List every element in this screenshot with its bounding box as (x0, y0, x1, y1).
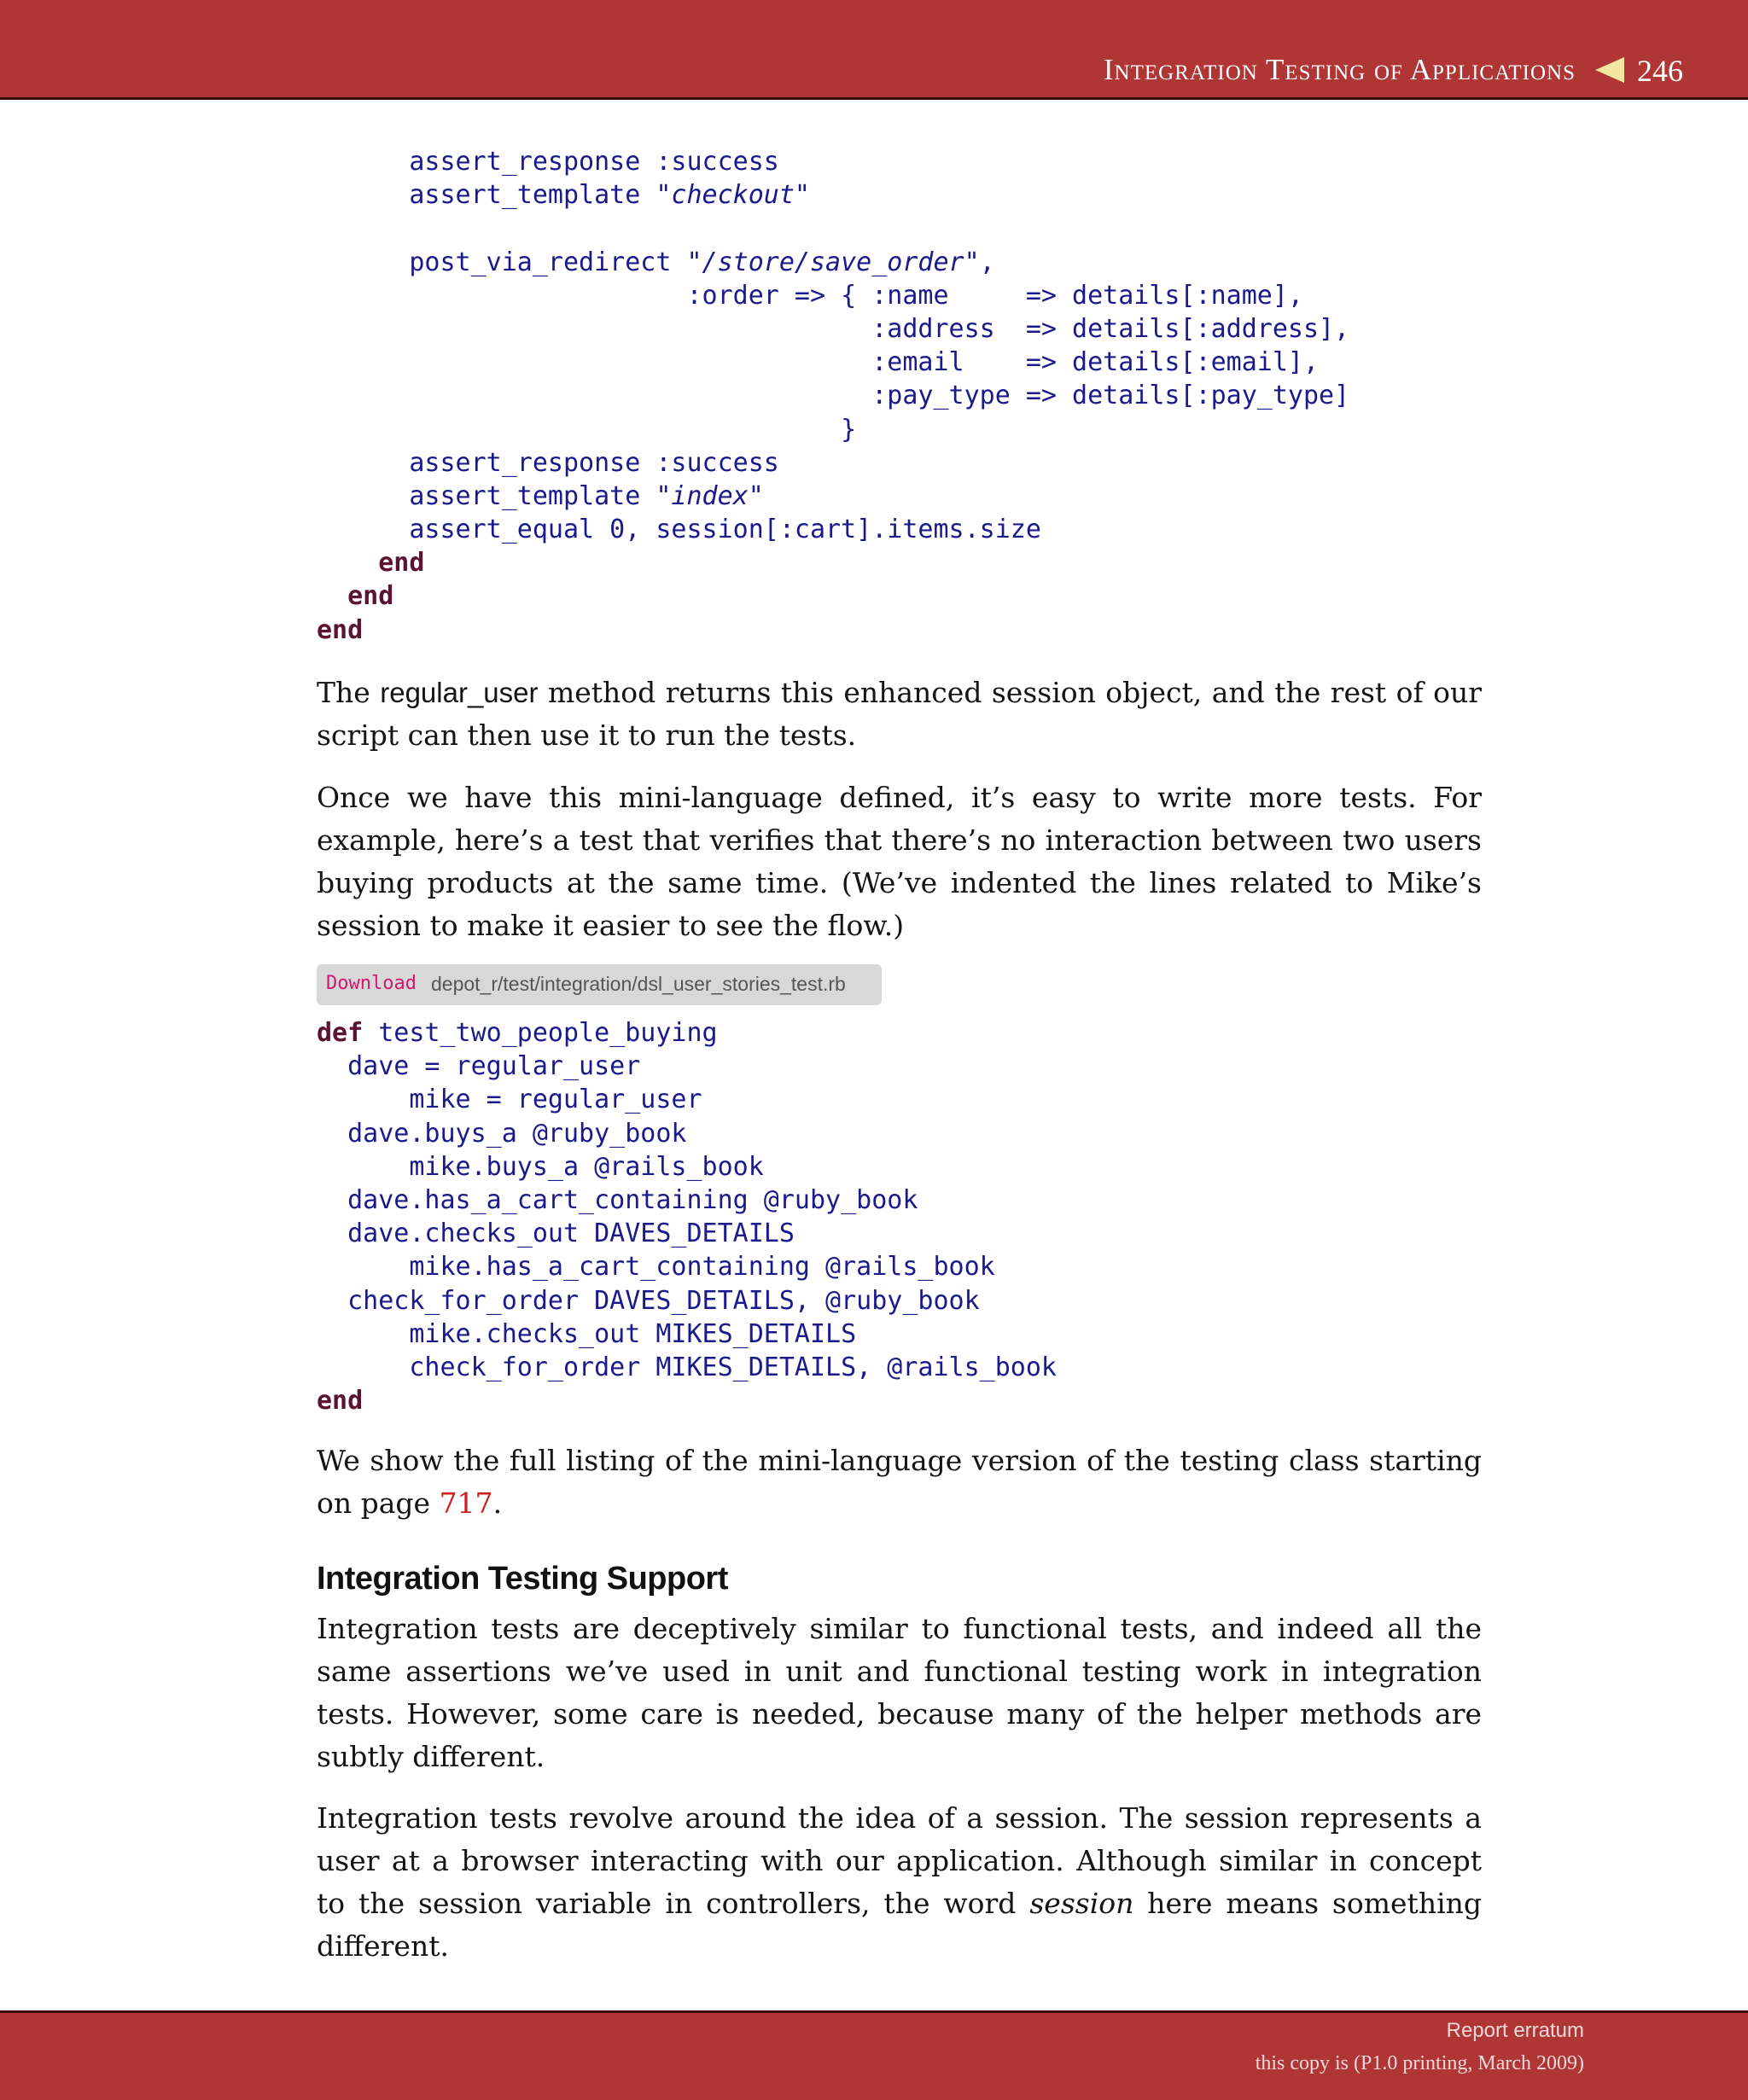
code-listing-checkout (317, 145, 1349, 647)
paragraph-session (317, 1797, 1482, 1968)
code-token (317, 548, 378, 578)
code-line (317, 1150, 1057, 1184)
paragraph-text: Integration tests revolve around the idea of a session. The session represents a user at a browser interacting with our application. Although similar in concept to the session variable in controllers, the word (317, 1801, 1482, 1920)
code-line (317, 346, 1349, 379)
paragraph-integration-tests: Integration tests are deceptively similar to functional tests, and indeed all the same assertions we’ve used in unit and functional testing work in integration tests. However, some care is needed, because many of the helper methods are subtly different. (317, 1612, 1482, 1773)
code-token: , (979, 247, 995, 277)
code-line (317, 279, 1349, 312)
code-line (317, 513, 1349, 546)
code-line (317, 546, 1349, 579)
code-token: mike.checks_out MIKES_DETAILS (317, 1318, 857, 1349)
code-keyword: end (347, 581, 394, 612)
code-token: :pay_type => details[:pay_type] (317, 381, 1350, 411)
code-line (317, 246, 1349, 279)
code-keyword: def (317, 1018, 364, 1048)
paragraph-text: . (492, 1486, 503, 1520)
code-line (317, 1250, 1057, 1283)
code-token: assert_equal 0, session[:cart].items.size (317, 515, 1041, 545)
code-line (317, 1050, 1057, 1083)
code-line (317, 312, 1349, 346)
code-token: check_for_order DAVES_DETAILS, @ruby_book (317, 1285, 980, 1316)
paragraph-full-listing (317, 1440, 1482, 1525)
paragraph-mini-language: Once we have this mini-language defined, it’s easy to write more tests. For example, here’s a test that verifies that there’s no interaction between two users buying products at the same time. (We’ve indented the lines related to Mike’s session to make it easier to see the flow.) (317, 781, 1482, 942)
code-token: mike = regular_user (317, 1085, 702, 1115)
code-line (317, 1384, 1057, 1417)
code-token: dave.buys_a @ruby_book (317, 1118, 687, 1149)
code-token: mike.buys_a @rails_book (317, 1151, 764, 1182)
download-link[interactable] (317, 964, 882, 1005)
code-token: assert_response :success (317, 447, 779, 478)
inline-code-word: regular_user (380, 677, 539, 708)
code-line (317, 413, 1349, 446)
code-line (317, 1016, 1057, 1050)
code-line (317, 579, 1349, 613)
code-line (317, 480, 1349, 513)
code-token: dave.checks_out DAVES_DETAILS (317, 1219, 795, 1249)
paragraph-text: We show the full listing of the mini-language version of the testing class starting on page (317, 1444, 1482, 1520)
code-listing-two-people (317, 1016, 1057, 1417)
code-keyword: end (317, 614, 364, 645)
download-file-path: depot_r/test/integration/dsl_user_stories_test.rb (431, 973, 846, 995)
code-token: mike.has_a_cart_containing @rails_book (317, 1252, 995, 1283)
paragraph-text: here means something different. (317, 1887, 1483, 1963)
code-line (317, 614, 1349, 647)
report-erratum-link[interactable]: Report erratum (1446, 2019, 1584, 2042)
code-string: "index" (656, 480, 764, 511)
page-number: 246 (1637, 54, 1683, 88)
code-token: post_via_redirect (317, 247, 687, 277)
paragraph-text: The (317, 676, 381, 709)
code-line (317, 178, 1349, 212)
code-token: check_for_order MIKES_DETAILS, @rails_book (317, 1352, 1057, 1382)
code-line (317, 1217, 1057, 1250)
code-line (317, 379, 1349, 412)
code-token: dave = regular_user (317, 1051, 641, 1082)
code-token: :address => details[:address], (317, 313, 1350, 344)
code-token: :email => details[:email], (317, 347, 1319, 378)
code-keyword: end (317, 1386, 364, 1416)
code-string: "/store/save_order" (686, 247, 980, 277)
code-line (317, 145, 1349, 178)
code-line (317, 1284, 1057, 1318)
code-token: :order => { :name => details[:name], (317, 280, 1303, 311)
code-token: } (317, 414, 857, 445)
code-line (317, 212, 1349, 245)
copy-info: this copy is (P1.0 printing, March 2009) (1255, 2052, 1584, 2074)
emphasis-word: session (1029, 1887, 1134, 1920)
code-token: test_two_people_buying (363, 1018, 718, 1048)
code-line (317, 1184, 1057, 1217)
code-token: assert_response :success (317, 147, 779, 177)
page-reference-link[interactable]: 717 (439, 1486, 493, 1520)
code-line (317, 1351, 1057, 1384)
code-token: assert_template (317, 180, 656, 211)
paragraph-text: method returns this enhanced session object, and the rest of our script can then use it to run the tests. (317, 676, 1482, 752)
running-title: Integration Testing of Applications (1103, 53, 1576, 86)
code-string: "checkout" (656, 180, 810, 211)
section-heading: Integration Testing Support (317, 1561, 728, 1597)
download-label[interactable]: Download (326, 973, 417, 994)
previous-page-arrow-icon[interactable] (1595, 57, 1624, 83)
code-token: dave.has_a_cart_containing @ruby_book (317, 1184, 918, 1215)
code-line (317, 446, 1349, 480)
code-line (317, 1117, 1057, 1150)
code-keyword: end (378, 548, 425, 579)
code-token: assert_template (317, 480, 656, 511)
code-line (317, 1318, 1057, 1351)
code-line (317, 1083, 1057, 1116)
paragraph-regular-user (317, 672, 1482, 757)
code-token (317, 581, 347, 611)
